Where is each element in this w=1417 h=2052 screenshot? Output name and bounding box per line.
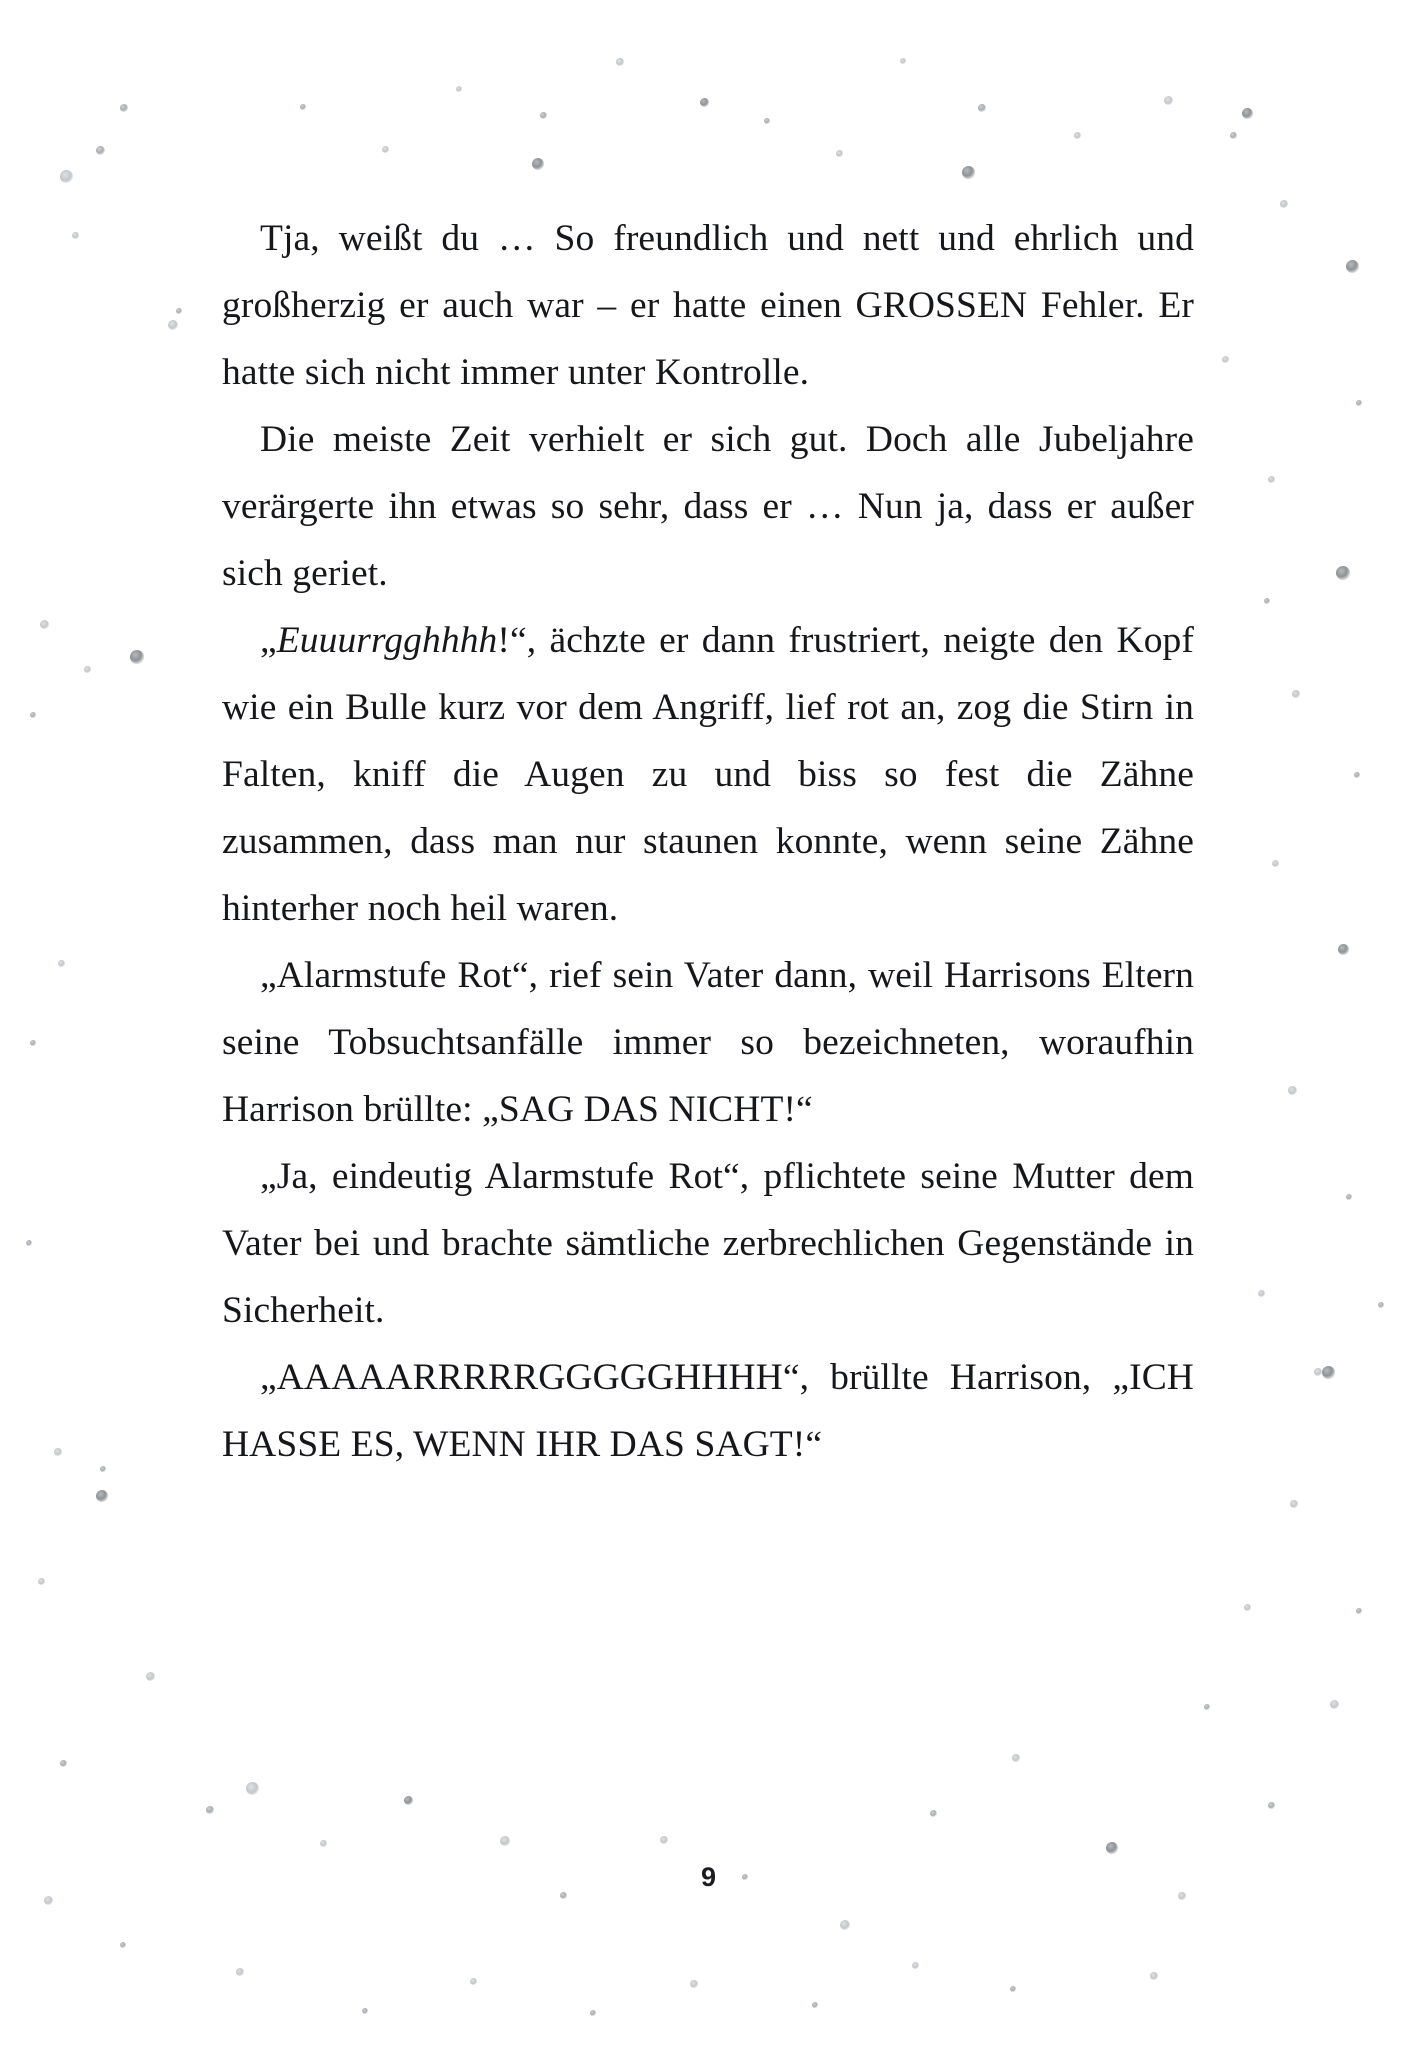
paragraph-3-rest: !“, ächzte er dann frustriert, neigte den Kopf wie ein Bulle kurz vor dem Angriff, lief rot an, zog die Stirn in Falten, kniff die Augen zu und biss so fest die Zähne zusammen, dass man nur staunen konnte, wenn seine Zähne hinterher noch heil waren.: [222, 620, 1194, 929]
page-number: 9: [700, 1862, 717, 1892]
paragraph-4: „Alarmstufe Rot“, rief sein Vater dann, weil Harrisons Eltern seine Tobsuchtsanfälle immer so bezeichneten, woraufhin Harrison brüllte: „SAG DAS NICHT!“: [222, 955, 1194, 1130]
paragraph-6: „AAAAARRRRRGGGGGHHHH“, brüllte Harrison, „ICH HASSE ES, WENN IHR DAS SAGT!“: [222, 1357, 1194, 1465]
emphasized-growl: Euuurrgghhhh: [276, 620, 498, 661]
paragraph-1: Tja, weißt du … So freundlich und nett und ehrlich und großherzig er auch war – er hatte einen GROSSEN Fehler. Er hatte sich nicht immer unter Kontrolle.: [222, 218, 1194, 393]
paragraph-3: [222, 607, 1194, 942]
paragraph-5: „Ja, eindeutig Alarmstufe Rot“, pflichtete seine Mutter dem Vater bei und brachte sämtliche zerbrechlichen Gegenstände in Sicherheit.: [222, 1156, 1194, 1331]
paragraph-2: Die meiste Zeit verhielt er sich gut. Doch alle Jubeljahre verärgerte ihn etwas so sehr, dass er … Nun ja, dass er außer sich geriet.: [222, 419, 1194, 594]
page-body-text: [222, 205, 1194, 1478]
quote-open: „: [260, 620, 277, 661]
